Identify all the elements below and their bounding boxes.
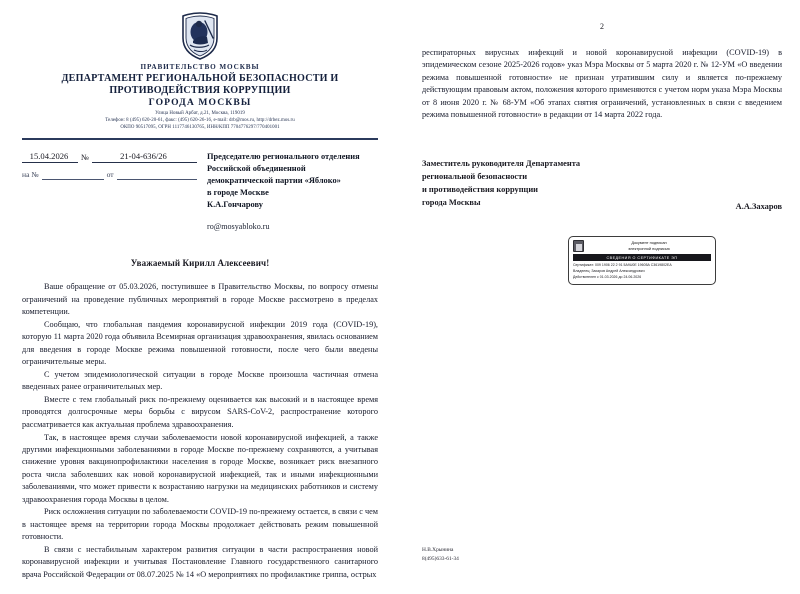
- body-paragraph: Ваше обращение от 05.03.2026, поступившее в Правительство Москвы, по вопросу отмены ограничений на проведение публичных мероприятий в городе Москве рассмотрено в пределах компетенции.: [22, 282, 378, 316]
- estamp-header: [573, 240, 711, 254]
- addressee-line-4: в городе Москве: [207, 187, 269, 197]
- reference-block: [22, 151, 197, 232]
- department-title-line-1: ДЕПАРТАМЕНТ РЕГИОНАЛЬНОЙ БЕЗОПАСНОСТИ И: [61, 73, 339, 84]
- signature-block: [422, 157, 782, 211]
- addressee-line-3: демократической партии «Яблоко»: [207, 175, 341, 185]
- addressee-email: ro@mosyabloko.ru: [207, 221, 270, 231]
- reply-to-label: на №: [22, 170, 39, 180]
- estamp-header-line-2: электронной подписью: [628, 246, 670, 251]
- electronic-signature-stamp: [568, 236, 716, 285]
- letterhead-contacts: [22, 111, 378, 132]
- addressee-line-5: К.А.Гончарову: [207, 199, 263, 209]
- body-page-2: [422, 47, 782, 121]
- signatory-title-line-4: города Москвы: [422, 198, 481, 208]
- body-paragraph: респираторных вирусных инфекций и новой коронавирусной инфекции (COVID-19) в эпидемическом сезоне 2025-2026 годов» указ Мэра Москвы от 5 марта 2020 г. № 12-УМ «О введении режима повышенной готовности» не признан утратившим силу и является по-прежнему действующим правовым актом, положения которого применяются с учетом норм указа Мэра Москвы от 8 июня 2020 г. № 68-УМ «Об этапах снятия ограничений, установленных в связи с введением режима повышенной готовности» в редакции от 14 марта 2022 года.: [422, 48, 782, 119]
- estamp-certificate-validity: Действителен с 01.03.2026 до 24.06.2026: [573, 274, 642, 279]
- body-paragraph: Риск осложнения ситуации по заболеваемости COVID-19 по-прежнему остается, в связи с чем в настоящее время на территории города Москвы продолжает действовать режим повышенной готовности.: [22, 507, 378, 542]
- signatory-title-line-2: региональной безопасности: [422, 172, 528, 182]
- reference-reply-line: [22, 170, 197, 180]
- estamp-certificate-serial: Сертификат: 009 1906 22 2 91 5A9U0E 19605A C3619802EA: [573, 263, 672, 268]
- body-paragraph: Вместе с тем глобальный риск по-прежнему оценивается как высокий и в настоящее время проводятся долгосрочные меры борьбы с вирусом SARS-CoV-2, распространение которого рассматривается как актуальная проблема здравоохранения.: [22, 395, 378, 429]
- department-city-line: ГОРОДА МОСКВЫ: [148, 96, 252, 108]
- addressee-line-2: Российской объединенной: [207, 163, 306, 173]
- page-number: 2: [600, 22, 604, 31]
- executor-block: [422, 546, 459, 564]
- reply-date-label: от: [106, 170, 114, 180]
- letterhead: [22, 12, 378, 140]
- reference-and-addressee-row: [22, 151, 378, 232]
- estamp-header-text: [587, 240, 711, 251]
- government-line: ПРАВИТЕЛЬСТВО МОСКВЫ: [140, 63, 260, 71]
- reference-number-label: №: [81, 153, 89, 163]
- executor-name: Н.В.Хрынина: [422, 546, 454, 553]
- addressee-line-1: Председателю регионального отделения: [207, 152, 360, 162]
- reply-to-value: [42, 171, 104, 180]
- signatory-title-line-1: Заместитель руководителя Департамента: [422, 159, 581, 169]
- letterhead-address: Улица Новый Арбат, д.21, Москва, 119019: [155, 110, 245, 116]
- reply-date-value: [117, 171, 197, 180]
- moscow-coat-of-arms-icon: [180, 12, 220, 60]
- salutation: Уважаемый Кирилл Алексеевич!: [130, 258, 270, 269]
- letterhead-phone-email: Телефон: 8 (495) 620-20-61, факс: (495) 620-26-16, e-mail: drb@mos.ru, http://drbez.mos.ru: [105, 117, 295, 123]
- department-title-line-2: ПРОТИВОДЕЙСТВИЯ КОРРУПЦИИ: [109, 84, 291, 96]
- document-page-2: [400, 0, 800, 594]
- body-page-1: [22, 281, 378, 581]
- signatory-name: А.А.Захаров: [735, 202, 782, 212]
- letterhead-divider: [22, 138, 378, 140]
- reference-primary-line: [22, 151, 197, 163]
- estamp-details: [573, 261, 711, 280]
- signatory-title: [422, 157, 728, 209]
- body-paragraph: Сообщаю, что глобальная пандемия коронавирусной инфекции 2019 года (COVID-19), которую 11 марта 2020 года объявила Всемирная организация здравоохранения, явилась основанием для введения в городе Москве режима повышенной готовности, после чего были введены ограничительные меры.: [22, 319, 378, 366]
- addressee-block: [197, 151, 378, 232]
- body-paragraph: В связи с нестабильным характером развития ситуации в части распространения новой коронавирусной инфекции и учитывая Постановление Главного государственного санитарного врача Российской Федерации от 08.07.2025 № 14 «О мероприятиях по профилактике гриппа, острых: [22, 545, 378, 579]
- estamp-certificate-owner: Владелец: Захаров Андрей Александрович: [573, 268, 645, 273]
- reference-date: 15.04.2026: [22, 151, 78, 163]
- body-paragraph: С учетом эпидемиологической ситуации в городе Москве произошла частичная отмена введенных ранее ограничительных мер.: [22, 369, 378, 392]
- executor-phone: 8(495)633-61-34: [422, 555, 459, 562]
- estamp-header-line-1: Документ подписан: [631, 240, 667, 246]
- certificate-badge-icon: [573, 240, 584, 252]
- letterhead-registry-codes: ОКПО 90517095, ОГРН 1117746130765, ИНН/КПП 7704776297/770401001: [120, 124, 280, 130]
- reference-number: 21-04-636/26: [92, 151, 197, 163]
- estamp-title-bar: СВЕДЕНИЯ О СЕРТИФИКАТЕ ЭП: [573, 254, 711, 261]
- signatory-title-line-3: и противодействия коррупции: [422, 185, 539, 195]
- body-paragraph: Так, в настоящее время случаи заболеваемости новой коронавирусной инфекцией, а также другими инфекционными заболеваниями в городе Москве по-прежнему сохраняются, а учитывая снижение уровня вакцинопрофилактики населения в городе Москве, возникает риск внезапного роста числа заболевших как новой коронавирусной инфекцией, так и иными инфекционными заболеваниями, что может привести к возрастанию нагрузки на медицинских работников и систему здравоохранения города Москвы в целом.: [22, 432, 378, 504]
